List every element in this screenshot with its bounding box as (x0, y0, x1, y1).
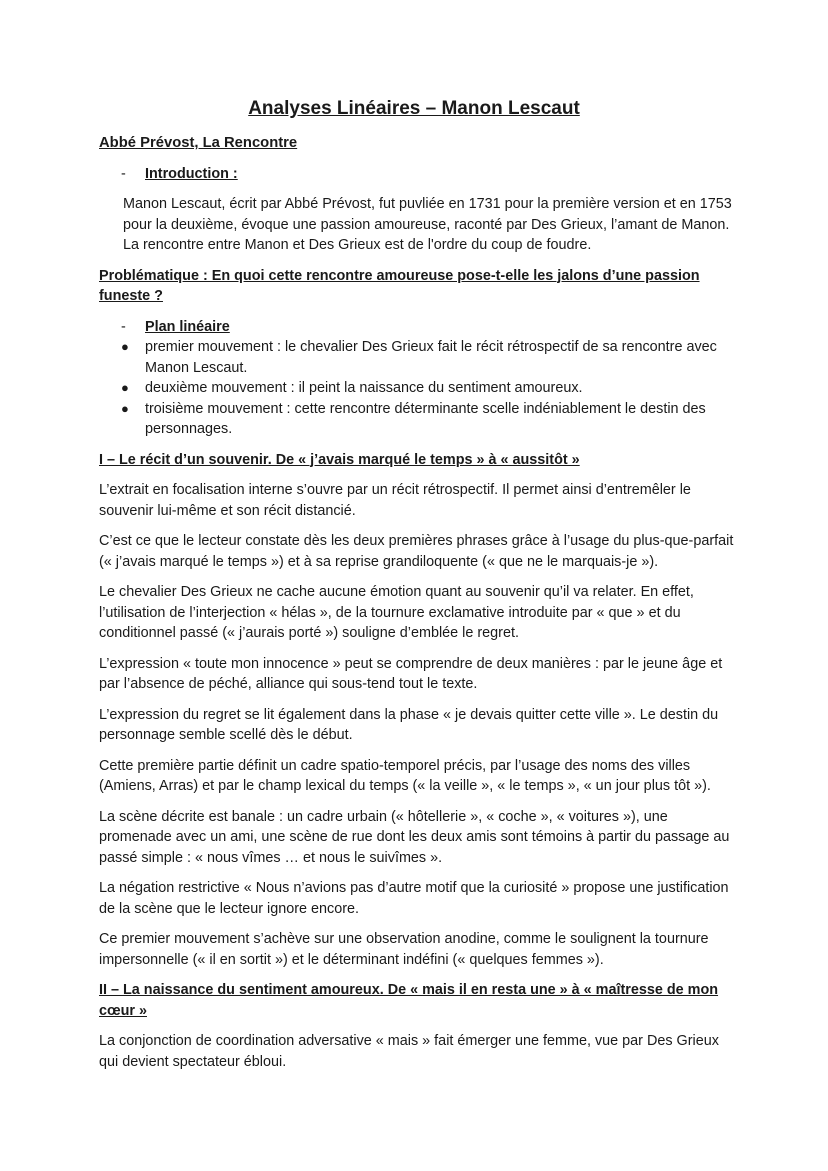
paragraph: Ce premier mouvement s’achève sur une observation anodine, comme le soulignent la tournure impersonnelle (« il en sortit ») et le déterminant indéfini (« quelques femmes »). (99, 931, 709, 968)
paragraph: L’expression du regret se lit également dans la phase « je devais quitter cette ville ». Le destin du personnage semble scellé dès le début. (99, 706, 719, 743)
paragraph: L’expression « toute mon innocence » peut se comprendre de deux manières : par le jeune âge et par l’absence de péché, alliance qui sous-tend tout le texte. (99, 655, 723, 692)
section-2-heading: II – La naissance du sentiment amoureux. De « mais il en resta une » à « maîtresse de mon cœur » (99, 982, 719, 1019)
section-1-heading: I – Le récit d’un souvenir. De « j’avais marqué le temps » à « aussitôt » (99, 451, 580, 468)
plan-item-text: deuxième mouvement : il peint la naissance du sentiment amoureux. (145, 380, 583, 396)
bullet-icon: ● (121, 339, 129, 354)
intro-heading (99, 164, 735, 185)
bullet-icon: ● (121, 380, 129, 395)
dash-marker: - (121, 165, 126, 182)
paragraph: La scène décrite est banale : un cadre urbain (« hôtellerie », « coche », « voitures »), une promenade avec un ami, une scène de rue dont les deux amis sont témoins à partir du passage au passé simple : « nous vîmes … et nous le suivîmes ». (99, 808, 730, 866)
plan-label: Plan linéaire (145, 318, 230, 335)
plan-item (99, 378, 735, 399)
plan-item (99, 399, 735, 440)
document-body (99, 133, 735, 1082)
paragraph: L’extrait en focalisation interne s’ouvre par un récit rétrospectif. Il permet ainsi d’entremêler le souvenir lui-même et son récit distancié. (99, 482, 691, 519)
plan-item-text: premier mouvement : le chevalier Des Grieux fait le récit rétrospectif de sa rencontre avec Manon Lescaut. (145, 339, 717, 376)
intro-text: Manon Lescaut, écrit par Abbé Prévost, fut puvliée en 1731 pour la première version et en 1753 pour la deuxième, évoque une passion amoureuse, raconté par Des Grieux, l’amant de Manon. La rencontre entre Manon et Des Grieux est de l'ordre du coup de foudre. (123, 196, 732, 253)
intro-label: Introduction : (145, 165, 238, 182)
paragraph: La conjonction de coordination adversative « mais » fait émerger une femme, vue par Des Grieux qui devient spectateur ébloui. (99, 1033, 719, 1070)
dash-marker: - (121, 318, 126, 335)
paragraph: La négation restrictive « Nous n’avions pas d’autre motif que la curiosité » propose une justification de la scène que le lecteur ignore encore. (99, 880, 729, 917)
document-title: Analyses Linéaires – Manon Lescaut (248, 98, 580, 119)
plan-item (99, 337, 735, 378)
document-subtitle: Abbé Prévost, La Rencontre (99, 135, 298, 151)
plan-item-text: troisième mouvement : cette rencontre déterminante scelle indéniablement le destin des personnages. (145, 400, 706, 437)
plan-heading (99, 317, 735, 338)
paragraph: Le chevalier Des Grieux ne cache aucune émotion quant au souvenir qu’il va relater. En effet, l’utilisation de l’interjection « hélas », de la tournure exclamative introduite par « que » et du conditionnel passé (« j’aurais porté ») souligne d’emblée le regret. (99, 584, 694, 641)
problematique: Problématique : En quoi cette rencontre amoureuse pose-t-elle les jalons d’une passion funeste ? (99, 267, 700, 304)
paragraph: Cette première partie définit un cadre spatio-temporel précis, par l’usage des noms des villes (Amiens, Arras) et par le champ lexical du temps (« la veille », « le temps », « un jour plus tôt »). (99, 757, 711, 794)
plan-list (99, 337, 735, 440)
bullet-icon: ● (121, 400, 129, 416)
paragraph: C’est ce que le lecteur constate dès les deux premières phrases grâce à l’usage du plus-que-parfait (« j’avais marqué le temps ») et à sa reprise grandiloquente (« que ne le marquais-je »). (99, 533, 734, 570)
